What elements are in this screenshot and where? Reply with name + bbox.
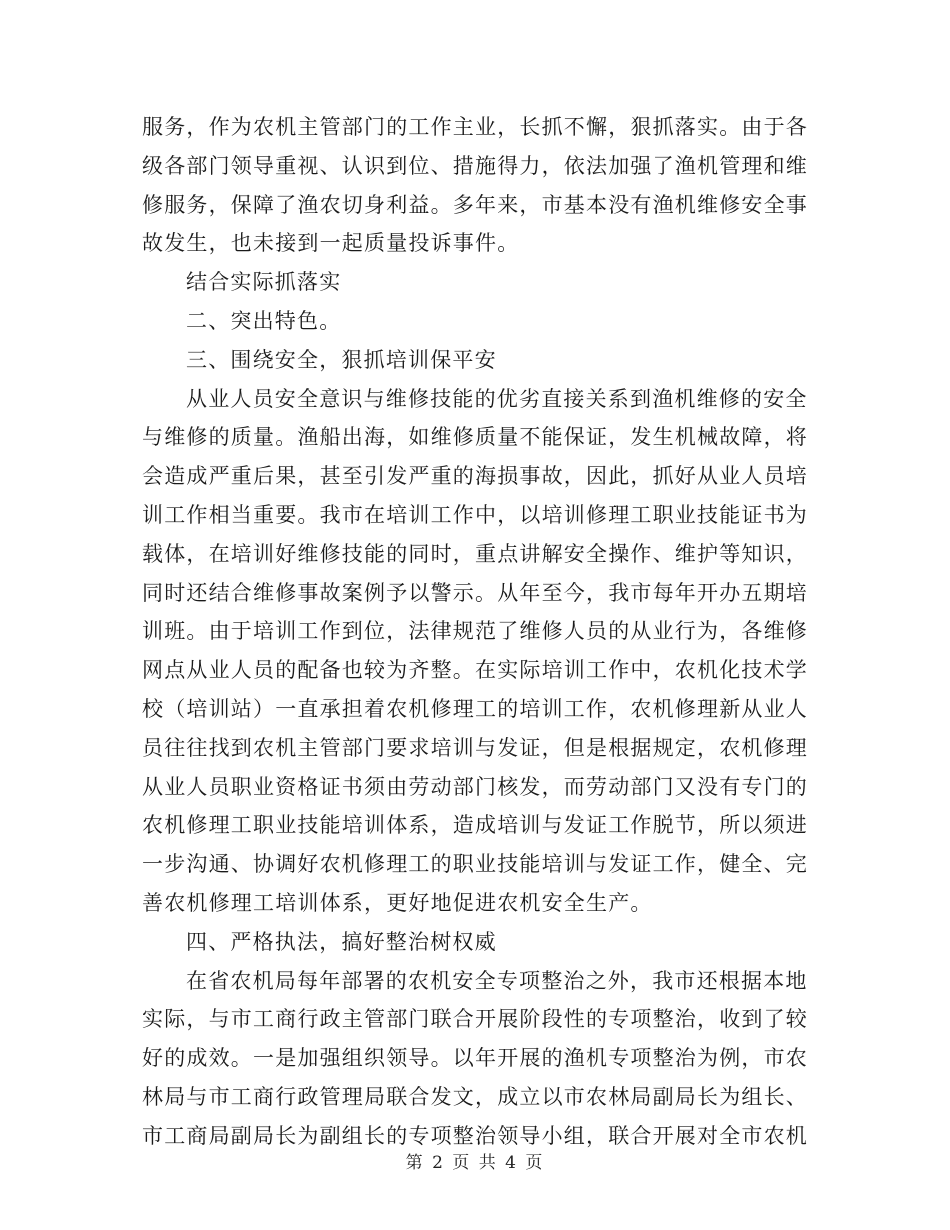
text-line: 校（培训站）一直承担着农机修理工的培训工作，农机修理新从业人 [142, 696, 808, 721]
text-line: 实际，与市工商行政主管部门联合开展阶段性的专项整治，收到了较 [142, 1007, 808, 1032]
text-line: 服务，作为农机主管部门的工作主业，长抓不懈，狠抓落实。由于各 [142, 115, 808, 139]
text-line: 在省农机局每年部署的农机安全专项整治之外，我市还根据本地 [186, 968, 808, 993]
text-line: 四、严格执法，搞好整治树权威 [186, 929, 497, 954]
text-line: 二、突出特色。 [186, 308, 342, 333]
text-line: 载体，在培训好维修技能的同时，重点讲解安全操作、维护等知识， [142, 541, 808, 566]
text-line: 从业人员职业资格证书须由劳动部门核发，而劳动部门又没有专门的 [142, 774, 808, 799]
text-line: 训工作相当重要。我市在培训工作中，以培训修理工职业技能证书为 [142, 502, 808, 527]
text-line: 员往往找到农机主管部门要求培训与发证，但是根据规定，农机修理 [142, 735, 808, 760]
text-line: 三、围绕安全，狠抓培训保平安 [186, 347, 497, 372]
text-line: 一步沟通、协调好农机修理工的职业技能培训与发证工作，健全、完 [142, 852, 808, 877]
text-line: 好的成效。一是加强组织领导。以年开展的渔机专项整治为例，市农 [142, 1046, 808, 1071]
text-line: 结合实际抓落实 [186, 270, 342, 295]
text-line: 同时还结合维修事故案例予以警示。从年至今，我市每年开办五期培 [142, 580, 808, 605]
text-line: 故发生，也未接到一起质量投诉事件。 [142, 231, 520, 256]
text-line: 农机修理工职业技能培训体系，造成培训与发证工作脱节，所以须进 [142, 813, 808, 838]
text-line: 级各部门领导重视、认识到位、措施得力，依法加强了渔机管理和维 [142, 153, 808, 178]
text-line: 善农机修理工培训体系，更好地促进农机安全生产。 [142, 890, 653, 915]
text-line: 训班。由于培训工作到位，法律规范了维修人员的从业行为，各维修 [142, 619, 808, 644]
text-line: 与维修的质量。渔船出海，如维修质量不能保证，发生机械故障，将 [142, 425, 808, 450]
text-line: 会造成严重后果，甚至引发严重的海损事故，因此，抓好从业人员培 [142, 464, 808, 489]
text-line: 林局与市工商行政管理局联合发文，成立以市农林局副局长为组长、 [142, 1084, 808, 1109]
text-line: 修服务，保障了渔农切身利益。多年来，市基本没有渔机维修安全事 [142, 192, 808, 217]
text-line: 网点从业人员的配备也较为齐整。在实际培训工作中，农机化技术学 [142, 658, 808, 683]
text-line: 市工商局副局长为副组长的专项整治领导小组，联合开展对全市农机 [142, 1123, 808, 1148]
text-line: 从业人员安全意识与维修技能的优劣直接关系到渔机维修的安全 [186, 386, 808, 411]
body-text [142, 108, 808, 1156]
page-number: 第 2 页 共 4 页 [405, 1153, 545, 1173]
